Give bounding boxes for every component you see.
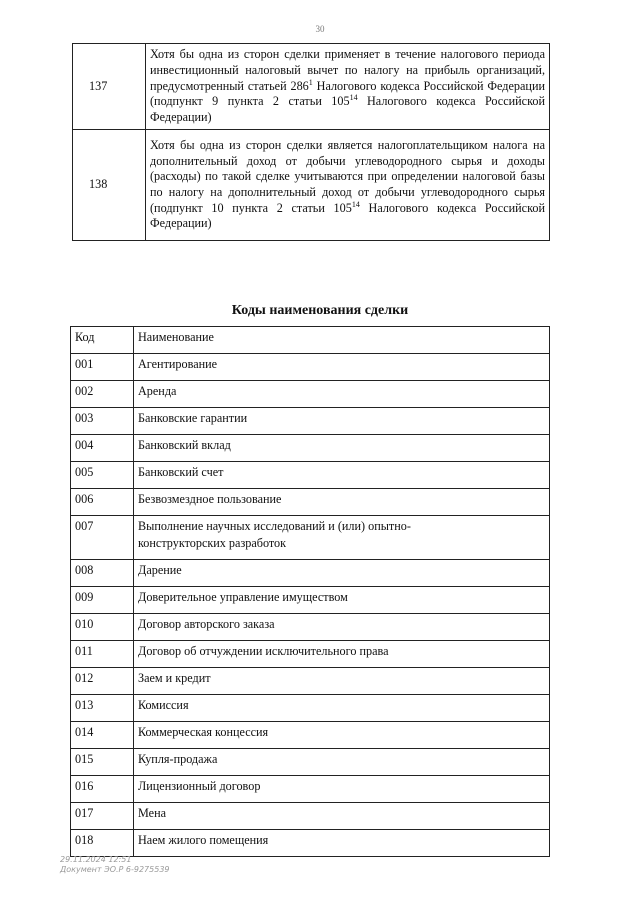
stamp-id: Документ ЭО.Р 6-9275539 [60, 865, 170, 874]
table-row [71, 695, 550, 722]
code-cell: 001 [71, 354, 134, 381]
stamp-date: 29.11.2024 12:51 [60, 855, 132, 864]
name-cell: Мена [134, 803, 550, 830]
table-row [71, 641, 550, 668]
name-cell: Безвозмездное пользование [134, 489, 550, 516]
name-line: Выполнение научных исследований и (или) опытно- [138, 519, 411, 533]
name-cell: Доверительное управление имуществом [134, 587, 550, 614]
code-cell: 010 [71, 614, 134, 641]
code-cell: 005 [71, 462, 134, 489]
table-row [71, 516, 550, 560]
table-row [71, 462, 550, 489]
table-header-row [71, 327, 550, 354]
table-row [73, 44, 550, 130]
table-row [71, 408, 550, 435]
row-description [146, 130, 550, 241]
row-code: 137 [73, 44, 146, 130]
name-cell: Купля-продажа [134, 749, 550, 776]
code-cell: 002 [71, 381, 134, 408]
name-cell: Агентирование [134, 354, 550, 381]
name-cell: Аренда [134, 381, 550, 408]
name-cell: Договор авторского заказа [134, 614, 550, 641]
text-fragment: Налогового кодекса Российской Федерации (подпункт 9 пункта 2 статьи 105 [150, 78, 545, 109]
table-row [71, 381, 550, 408]
table-row [71, 560, 550, 587]
document-stamp [60, 855, 170, 875]
name-cell: Лицензионный договор [134, 776, 550, 803]
table-row [71, 776, 550, 803]
code-cell: 018 [71, 830, 134, 857]
table-row [71, 435, 550, 462]
name-line: конструкторских разработок [138, 536, 287, 550]
table-row [71, 830, 550, 857]
header-code: Код [71, 327, 134, 354]
code-cell: 006 [71, 489, 134, 516]
code-cell: 016 [71, 776, 134, 803]
table-row [71, 614, 550, 641]
superscript: 14 [349, 93, 358, 103]
table-row [71, 722, 550, 749]
code-cell: 013 [71, 695, 134, 722]
code-cell: 011 [71, 641, 134, 668]
name-cell: Наем жилого помещения [134, 830, 550, 857]
code-cell: 007 [71, 516, 134, 560]
header-name: Наименование [134, 327, 550, 354]
page-number: 30 [315, 24, 325, 34]
name-cell: Заем и кредит [134, 668, 550, 695]
code-cell: 004 [71, 435, 134, 462]
name-cell: Дарение [134, 560, 550, 587]
code-cell: 003 [71, 408, 134, 435]
code-cell: 009 [71, 587, 134, 614]
text-fragment: Налогового кодекса Российской Федерации) [150, 200, 545, 231]
code-cell: 012 [71, 668, 134, 695]
superscript: 1 [308, 77, 313, 87]
code-cell: 017 [71, 803, 134, 830]
deal-codes-table [70, 326, 550, 857]
section-title: Коды наименования сделки [231, 303, 409, 318]
name-cell: Комиссия [134, 695, 550, 722]
row-description [146, 44, 550, 130]
continuation-table [72, 43, 550, 241]
code-cell: 008 [71, 560, 134, 587]
name-cell: Договор об отчуждении исключительного права [134, 641, 550, 668]
superscript: 14 [351, 199, 360, 209]
name-cell [134, 516, 550, 560]
table-row [71, 803, 550, 830]
table-row [71, 587, 550, 614]
name-cell: Банковский вклад [134, 435, 550, 462]
table-row [71, 668, 550, 695]
name-cell: Банковские гарантии [134, 408, 550, 435]
text-fragment: Хотя бы одна из сторон сделки является налогоплательщиком налога на дополнительный доход от добычи углеводородного сырья и доходы (расходы) по такой сделке учитываются при определении налоговой базы по налогу на дополнительный доход от добычи углеводородного сырья (подпункт 10 пункта 2 статьи 105 [150, 137, 545, 215]
table-row [71, 489, 550, 516]
row-code: 138 [73, 130, 146, 241]
text-fragment: Налогового кодекса Российской Федерации) [150, 94, 546, 125]
name-cell: Коммерческая концессия [134, 722, 550, 749]
text-fragment: Хотя бы одна из сторон сделки применяет в течение налогового периода инвестиционный налоговый вычет по налогу на прибыль организаций, предусмотренный статьей 286 [150, 47, 545, 93]
code-cell: 014 [71, 722, 134, 749]
name-cell: Банковский счет [134, 462, 550, 489]
table-row [71, 749, 550, 776]
code-cell: 015 [71, 749, 134, 776]
table-row [73, 130, 550, 241]
table-row [71, 354, 550, 381]
